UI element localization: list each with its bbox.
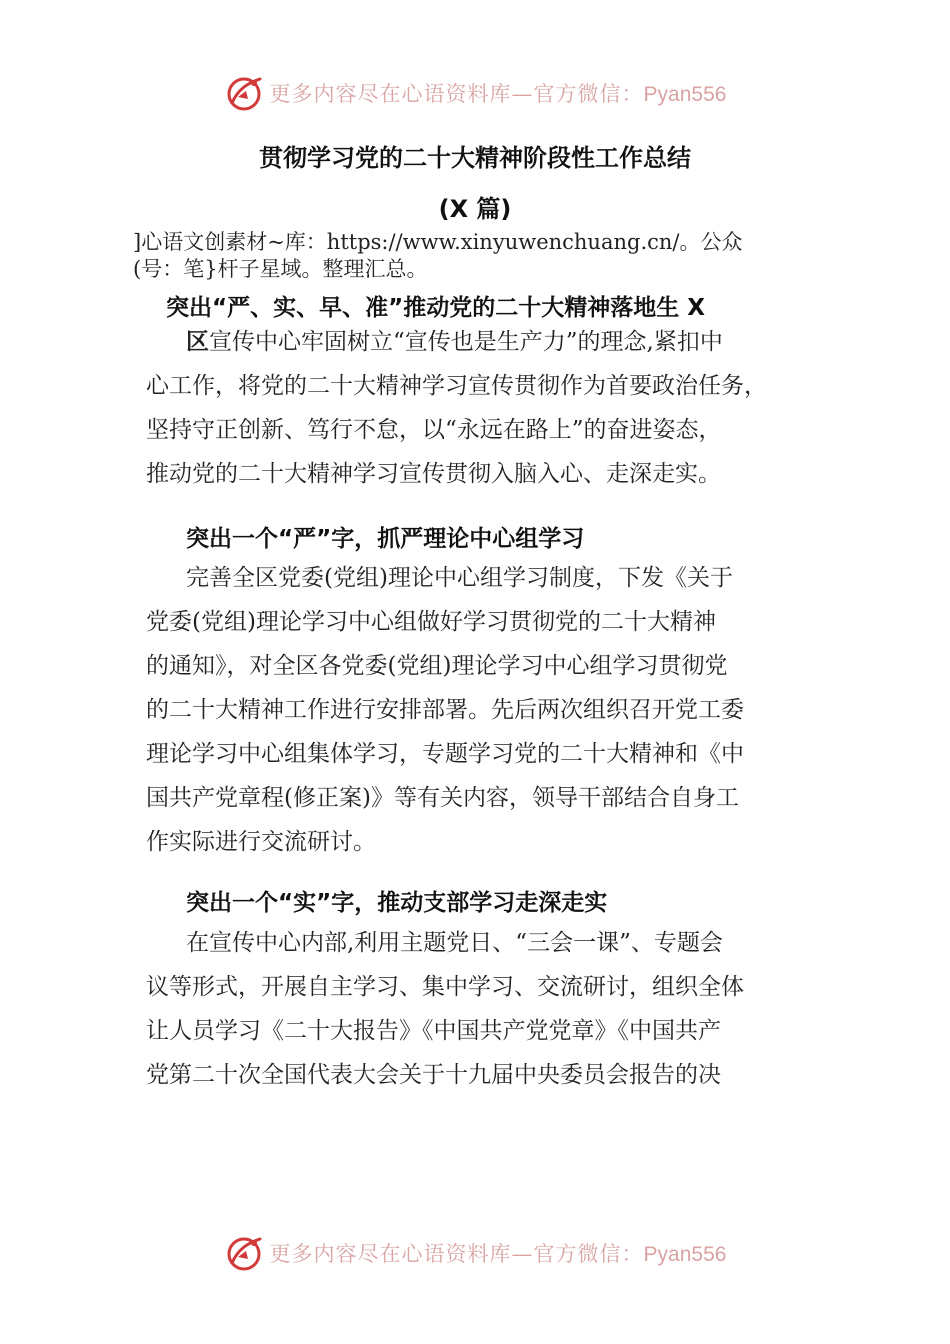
wechat-id: Pyan556 — [643, 83, 727, 106]
section-heading-1: 突出一个“严”字，抓严理论中心组学习 — [186, 526, 585, 552]
document-title: 贯彻学习党的二十大精神阶段性工作总结 — [259, 144, 691, 172]
paragraph-line: 议等形式，开展自主学习、集中学习、交流研讨，组织全体 — [146, 974, 744, 1000]
paragraph-line: 在宣传中心内部,利用主题党日、“三会一课”、专题会 — [186, 930, 723, 956]
banner-text: 更多内容尽在心语资料库—官方微信：Pyan556 — [269, 82, 727, 106]
source-note-line: (号：笔}杆子星域。整理汇总。 — [133, 257, 428, 281]
paragraph-line: 心工作，将党的二十大精神学习宣传贯彻作为首要政治任务， — [146, 373, 767, 399]
paragraph-line: 完善全区党委(党组)理论中心组学习制度，下发《关于 — [186, 565, 733, 591]
paragraph-line: 国共产党章程(修正案)》等有关内容，领导干部结合自身工 — [146, 785, 739, 811]
paragraph-line: 推动党的二十大精神学习宣传贯彻入脑入心、走深走实。 — [146, 461, 721, 487]
paragraph-line: 党委(党组)理论学习中心组做好学习贯彻党的二十大精神 — [146, 609, 716, 635]
section-2-paragraph — [146, 921, 826, 1097]
paragraph-line: 坚持守正创新、笃行不怠，以“永远在路上”的奋进姿态， — [146, 417, 722, 443]
paragraph-line: 的通知》，对全区各党委(党组)理论学习中心组学习贯彻党 — [146, 653, 728, 679]
section-heading-2: 突出一个“实”字，推动支部学习走深走实 — [186, 890, 608, 916]
document-subtitle: (X 篇) — [438, 195, 512, 223]
intro-paragraph — [146, 320, 826, 496]
paragraph-line: 理论学习中心组集体学习，专题学习党的二十大精神和《中 — [146, 741, 744, 767]
source-note-line: ]心语文创素材~库：https://www.xinyuwenchuang.cn/。公众 — [133, 230, 743, 254]
paragraph-line: 的二十大精神工作进行安排部署。先后两次组织召开党工委 — [146, 697, 744, 723]
paragraph-lead-char: 区 — [186, 329, 209, 355]
brand-logo-icon — [224, 1233, 264, 1273]
section-1-paragraph — [146, 556, 826, 864]
header-watermark-banner — [0, 68, 950, 118]
paragraph-line: 区宣传中心牢固树立“宣传也是生产力”的理念,紧扣中 — [186, 329, 723, 355]
paragraph-line: 作实际进行交流研讨。 — [146, 829, 376, 855]
wechat-id: Pyan556 — [643, 1243, 727, 1266]
source-note — [133, 229, 833, 283]
banner-text: 更多内容尽在心语资料库—官方微信：Pyan556 — [269, 1242, 727, 1266]
paragraph-line: 让人员学习《二十大报告》《中国共产党党章》《中国共产 — [146, 1018, 721, 1044]
article-heading: 突出“严、实、早、准”推动党的二十大精神落地生 X — [166, 295, 705, 321]
footer-watermark-banner — [0, 1228, 950, 1278]
brand-logo-icon — [224, 73, 264, 113]
paragraph-line: 党第二十次全国代表大会关于十九届中央委员会报告的决 — [146, 1062, 721, 1088]
